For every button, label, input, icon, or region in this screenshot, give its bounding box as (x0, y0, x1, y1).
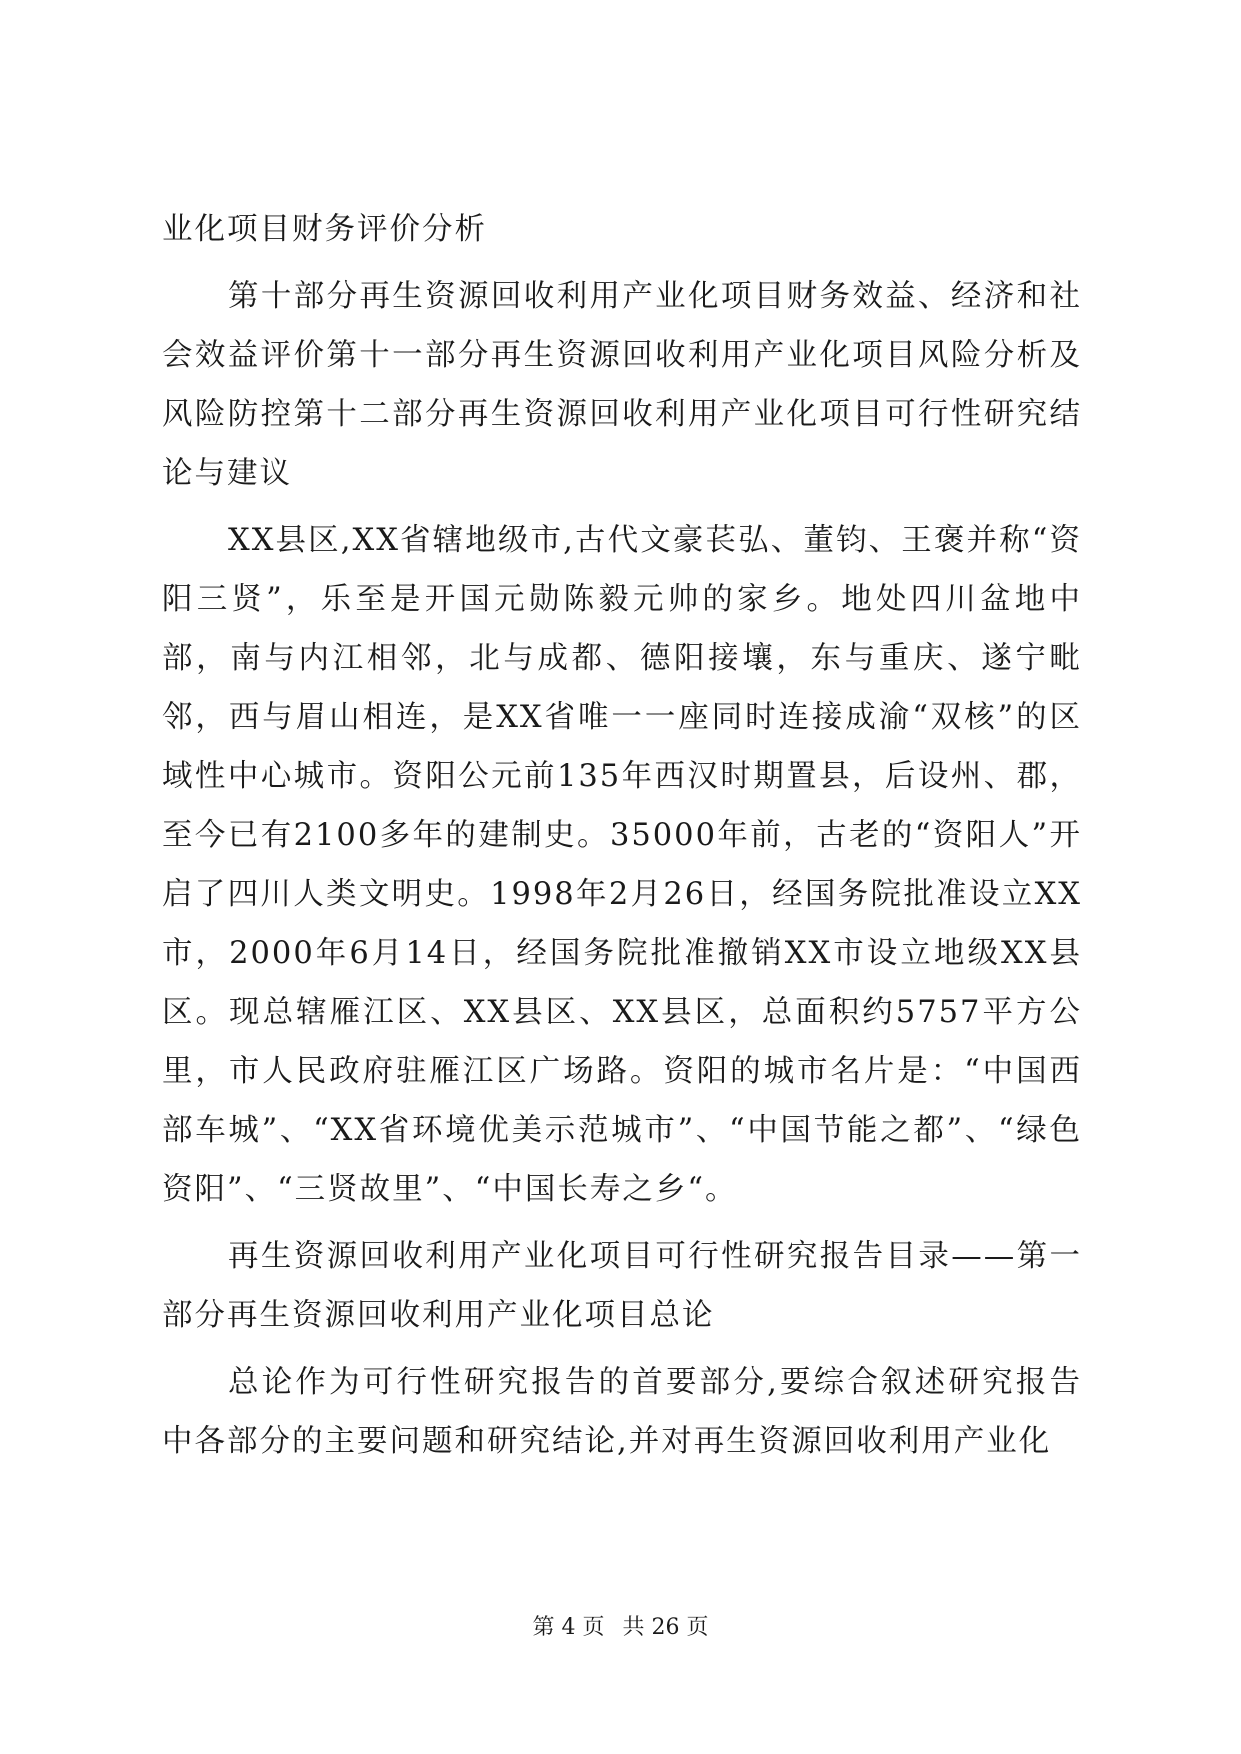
paragraph-2: 第十部分再生资源回收利用产业化项目财务效益、经济和社会效益评价第十一部分再生资源回收利用产业化项目风险分析及风险防控第十二部分再生资源回收利用产业化项目可行性研究结论与建议 (162, 279, 1082, 491)
paragraph-1: 业化项目财务评价分析 (162, 212, 487, 247)
paragraph-4: 再生资源回收利用产业化项目可行性研究报告目录——第一部分再生资源回收利用产业化项目总论 (162, 1239, 1082, 1333)
paragraph-5: 总论作为可行性研究报告的首要部分,要综合叙述研究报告中各部分的主要问题和研究结论,并对再生资源回收利用产业化 (162, 1365, 1082, 1459)
page-number: 第 4 页 (532, 1615, 605, 1640)
paragraph-3: XX县区,XX省辖地级市,古代文豪苌弘、董钧、王褒并称“资阳三贤”，乐至是开国元勋陈毅元帅的家乡。地处四川盆地中部，南与内江相邻，北与成都、德阳接壤，东与重庆、遂宁毗邻，西与眉山相连，是XX省唯一一座同时连接成渝“双核”的区域性中心城市。资阳公元前135年西汉时期置县，后设州、郡，至今已有2100多年的建制史。35000年前，古老的“资阳人”开启了四川人类文明史。1998年2月26日，经国务院批准设立XX市，2000年6月14日，经国务院批准撤销XX市设立地级XX县区。现总辖雁江区、XX县区、XX县区，总面积约5757平方公里，市人民政府驻雁江区广场路。资阳的城市名片是：“中国西部车城”、“XX省环境优美示范城市”、“中国节能之都”、“绿色资阳”、“三贤故里”、“中国长寿之乡“。 (162, 523, 1082, 1207)
document-body (162, 200, 1082, 1479)
page-footer (0, 1610, 1241, 1641)
page-total: 共 26 页 (622, 1615, 709, 1640)
